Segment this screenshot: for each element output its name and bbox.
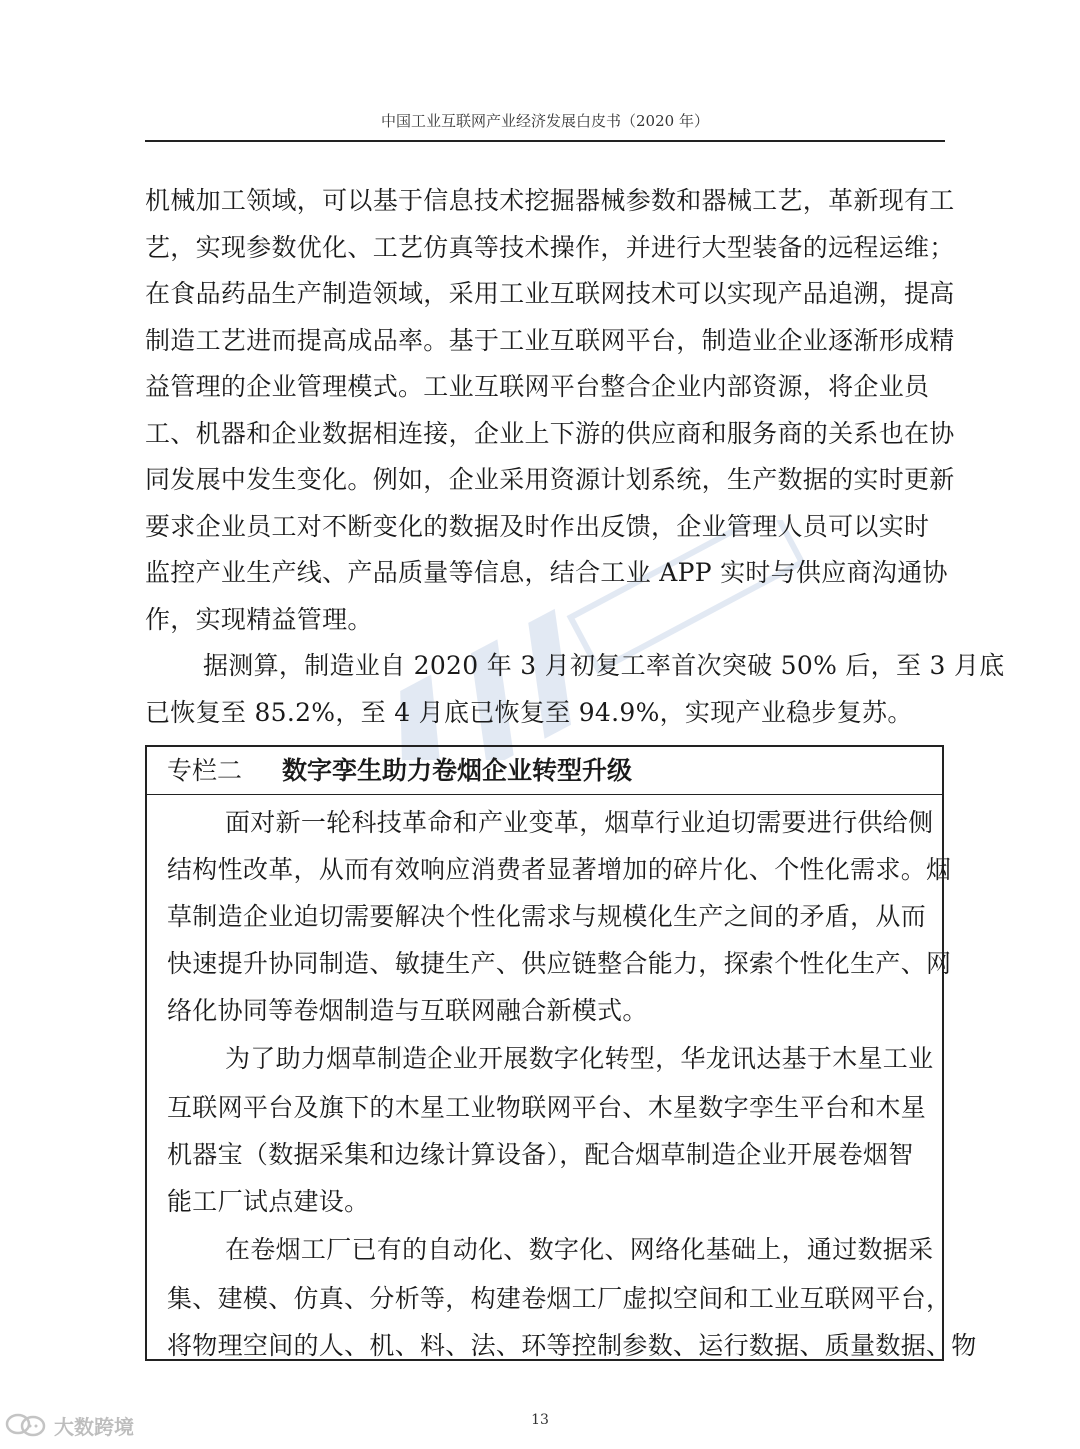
column-line: 在卷烟工厂已有的自动化、数字化、网络化基础上，通过数据采 bbox=[225, 1235, 934, 1264]
column-line: 面对新一轮科技革命和产业变革，烟草行业迫切需要进行供给侧 bbox=[225, 808, 934, 837]
body-line: 制造工艺进而提高成品率。基于工业互联网平台，制造业企业逐渐形成精 bbox=[145, 325, 955, 355]
body-line: 同发展中发生变化。例如，企业采用资源计划系统，生产数据的实时更新 bbox=[145, 465, 955, 494]
column-line: 将物理空间的人、机、料、法、环等控制参数、运行数据、质量数据、物 bbox=[167, 1331, 977, 1360]
column-box-body bbox=[147, 795, 977, 1369]
body-line: 据测算，制造业自 2020 年 3 月初复工率首次突破 50% 后，至 3 月底 bbox=[203, 651, 1005, 680]
column-box-title-row bbox=[147, 747, 942, 795]
body-line: 机械加工领域，可以基于信息技术挖掘器械参数和器械工艺，革新现有工 bbox=[145, 186, 955, 215]
running-header bbox=[145, 106, 945, 142]
watermark-text: 大数跨境 bbox=[54, 1414, 134, 1439]
body-line: 艺，实现参数优化、工艺仿真等技术操作，并进行大型装备的远程运维； bbox=[145, 232, 955, 262]
page-number: 13 bbox=[531, 1412, 549, 1428]
column-line: 络化协同等卷烟制造与互联网融合新模式。 bbox=[167, 996, 648, 1025]
column-line: 集、建模、仿真、分析等，构建卷烟工厂虚拟空间和工业互联网平台， bbox=[167, 1284, 952, 1313]
column-line: 机器宝（数据采集和边缘计算设备），配合烟草制造企业开展卷烟智 bbox=[167, 1140, 914, 1169]
body-line: 作，实现精益管理。 bbox=[145, 604, 373, 634]
column-box bbox=[145, 745, 977, 1361]
column-line: 结构性改革，从而有效响应消费者显著增加的碎片化、个性化需求。烟 bbox=[167, 855, 952, 884]
body-line: 已恢复至 85.2%，至 4 月底已恢复至 94.9%，实现产业稳步复苏。 bbox=[145, 697, 913, 727]
body-line: 要求企业员工对不断变化的数据及时作出反馈，企业管理人员可以实时 bbox=[145, 511, 930, 541]
running-header-title: 中国工业互联网产业经济发展白皮书（2020 年） bbox=[381, 112, 709, 130]
column-line: 快速提升协同制造、敏捷生产、供应链整合能力，探索个性化生产、网 bbox=[167, 949, 952, 978]
body-line: 工、机器和企业数据相连接，企业上下游的供应商和服务商的关系也在协 bbox=[145, 418, 955, 448]
column-line: 草制造企业迫切需要解决个性化需求与规模化生产之间的矛盾，从而 bbox=[167, 902, 927, 931]
column-box-label: 专栏二 bbox=[167, 756, 243, 785]
column-line: 能工厂试点建设。 bbox=[167, 1187, 370, 1216]
body-line: 在食品药品生产制造领域，采用工业互联网技术可以实现产品追溯，提高 bbox=[145, 279, 955, 308]
body-line: 监控产业生产线、产品质量等信息，结合工业 APP 实时与供应商沟通协 bbox=[145, 558, 948, 587]
body-line: 益管理的企业管理模式。工业互联网平台整合企业内部资源，将企业员 bbox=[145, 372, 930, 401]
column-line: 互联网平台及旗下的木星工业物联网平台、木星数字孪生平台和木星 bbox=[167, 1093, 927, 1122]
body-text bbox=[145, 178, 1005, 736]
column-line: 为了助力烟草制造企业开展数字化转型，华龙讯达基于木星工业 bbox=[225, 1044, 934, 1073]
column-box-title: 数字孪生助力卷烟企业转型升级 bbox=[282, 756, 633, 785]
